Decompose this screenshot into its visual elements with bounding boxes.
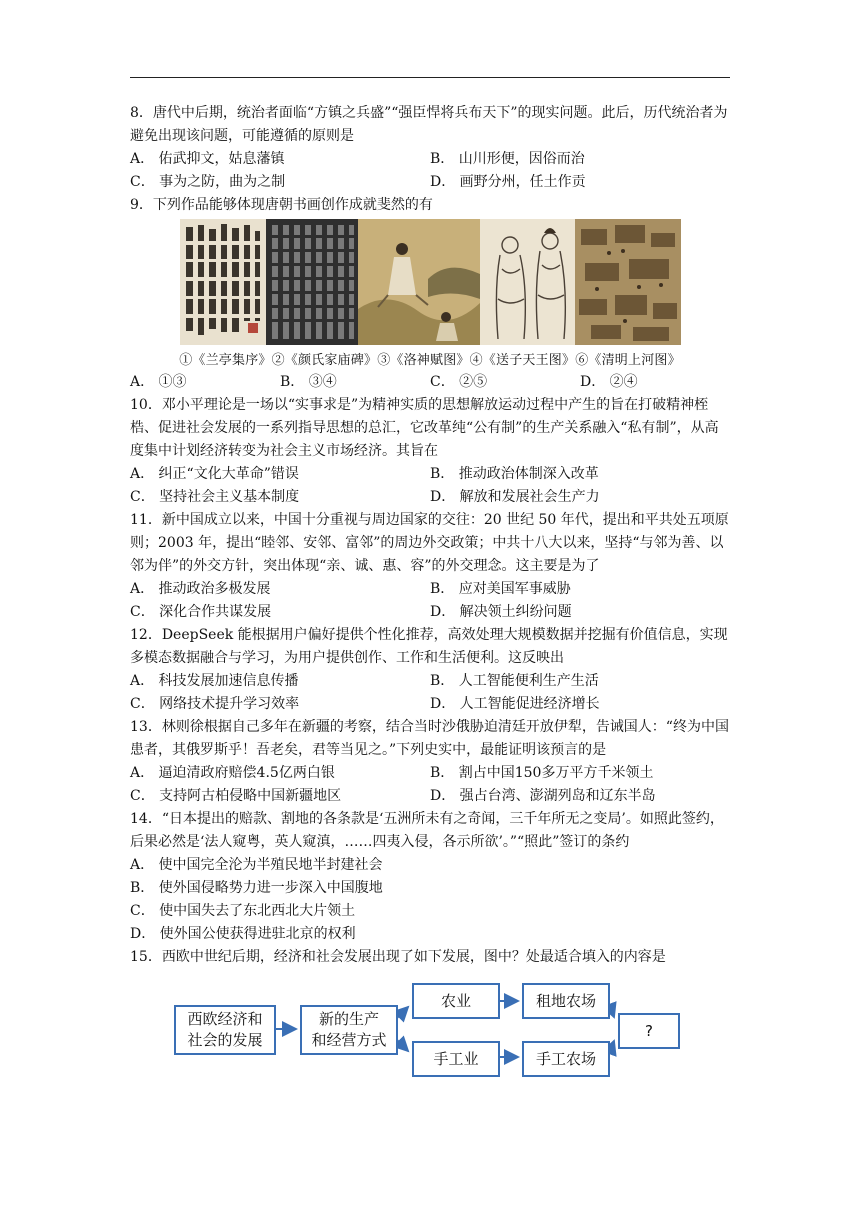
- q8-option-b[interactable]: B． 山川形便，因俗而治: [430, 151, 585, 167]
- q9-option-c[interactable]: C． ②⑤: [430, 374, 488, 390]
- flow-middle-box: [300, 1005, 398, 1055]
- q12-option-d[interactable]: D． 人工智能促进经济增长: [430, 696, 600, 712]
- q9-option-d[interactable]: D． ②④: [580, 374, 638, 390]
- question-12-stem: 12．DeepSeek 能根据用户偏好提供个性化推荐，高效处理大规模数据并挖掘有价值信息，实现多模态数据融合与学习，为用户提供创作、工作和生活便利。这反映出: [130, 627, 728, 666]
- q13-option-c[interactable]: C． 支持阿古柏侵略中国新疆地区: [130, 788, 342, 804]
- luoshen-fu-tu-image: [358, 219, 480, 345]
- q11-option-b[interactable]: B． 应对美国军事威胁: [430, 581, 571, 597]
- flow-rented-farm-box: 租地农场: [522, 983, 610, 1019]
- question-13-stem: 13．林则徐根据自己多年在新疆的考察，结合当时沙俄胁迫清廷开放伊犁，告诫国人：“终为中国患者，其俄罗斯乎！吾老矣，君等当见之。”下列史实中，最能证明该预言的是: [130, 719, 729, 758]
- q14-option-c[interactable]: C． 使中国失去了东北西北大片领土: [130, 903, 356, 919]
- question-11-options: [130, 578, 730, 624]
- q12-option-a[interactable]: A． 科技发展加速信息传播: [130, 673, 299, 689]
- artwork-caption: ①《兰亭集序》②《颜氏家庙碑》③《洛神赋图》④《送子天王图》⑥《清明上河图》: [179, 353, 681, 368]
- q10-option-d[interactable]: D． 解放和发展社会生产力: [430, 489, 600, 505]
- flow-question-box: ?: [618, 1013, 680, 1049]
- question-9-options: [130, 371, 730, 394]
- flow-start-box: [174, 1005, 276, 1055]
- q14-option-d[interactable]: D． 使外国公使获得进驻北京的权利: [130, 926, 356, 942]
- q13-option-a[interactable]: A． 逼迫清政府赔偿4.5亿两白银: [130, 765, 335, 781]
- question-8-stem: 8．唐代中后期，统治者面临“方镇之兵盛”“强臣悍将兵布天下”的现实问题。此后，历代统治者为避免出现该问题，可能遵循的原则是: [130, 105, 728, 144]
- question-8-options: [130, 148, 730, 194]
- q10-option-b[interactable]: B． 推动政治体制深入改革: [430, 466, 599, 482]
- q13-option-b[interactable]: B． 割占中国150多万平方千米领土: [430, 765, 654, 781]
- lanting-preface-image: [180, 219, 266, 345]
- question-9-stem: 9．下列作品能够体现唐朝书画创作成就斐然的有: [130, 197, 433, 213]
- qingming-shanghe-tu-image: [575, 219, 681, 345]
- question-10-stem: 10．邓小平理论是一场以“实事求是”为精神实质的思想解放运动过程中产生的旨在打破精神桎梏、促进社会发展的一系列指导思想的总汇，它改革纯“公有制”的生产关系融入“私有制”，从高度集中计划经济转变为社会主义市场经济。其旨在: [130, 397, 719, 459]
- q13-option-d[interactable]: D． 强占台湾、澎湖列岛和辽东半岛: [430, 788, 656, 804]
- flow-middle-line-1: 新的生产: [318, 1010, 379, 1028]
- flow-start-line-2: 社会的发展: [187, 1031, 263, 1049]
- flow-handicraft-box: 手工业: [412, 1041, 500, 1077]
- q14-option-a[interactable]: A． 使中国完全沦为半殖民地半封建社会: [130, 857, 383, 873]
- question-14-options: [130, 854, 730, 946]
- q12-option-c[interactable]: C． 网络技术提升学习效率: [130, 696, 300, 712]
- q9-option-b[interactable]: B． ③④: [280, 374, 337, 390]
- question-15-stem: 15．西欧中世纪后期，经济和社会发展出现了如下发展，图中？处最适合填入的内容是: [130, 949, 666, 965]
- flow-middle-line-2: 和经营方式: [311, 1031, 387, 1049]
- question-12-options: [130, 670, 730, 716]
- q11-option-a[interactable]: A． 推动政治多极发展: [130, 581, 271, 597]
- question-10-options: [130, 463, 730, 509]
- exam-page: [130, 102, 730, 1087]
- artwork-strip: [130, 219, 730, 345]
- question-13-options: [130, 762, 730, 808]
- q10-option-c[interactable]: C． 坚持社会主义基本制度: [130, 489, 300, 505]
- flow-start-line-1: 西欧经济和: [187, 1010, 263, 1028]
- q14-option-b[interactable]: B． 使外国侵略势力进一步深入中国腹地: [130, 880, 383, 896]
- q8-option-a[interactable]: A． 佑武抑文，姑息藩镇: [130, 151, 285, 167]
- q9-option-a[interactable]: A． ①③: [130, 374, 187, 390]
- flow-agriculture-box: 农业: [412, 983, 500, 1019]
- q10-option-a[interactable]: A． 纠正“文化大革命”错误: [130, 466, 299, 482]
- songzi-tianwang-tu-image: [480, 219, 575, 345]
- q11-option-d[interactable]: D． 解决领土纠纷问题: [430, 604, 572, 620]
- q8-option-c[interactable]: C． 事为之防，曲为之制: [130, 174, 286, 190]
- q11-option-c[interactable]: C． 深化合作共谋发展: [130, 604, 272, 620]
- flow-handicraft-farm-box: 手工农场: [522, 1041, 610, 1077]
- q8-option-d[interactable]: D． 画野分州，任土作贡: [430, 174, 586, 190]
- question-14-stem: 14．“日本提出的赔款、割地的各条款是‘五洲所未有之奇闻，三千年所无之变局’。如照此签约，后果必然是‘法人窥粤，英人窥滇，……四夷入侵，各示所欲’。”“照此”签订的条约: [130, 811, 724, 850]
- q12-option-b[interactable]: B． 人工智能便利生产生活: [430, 673, 599, 689]
- yan-family-stele-image: [266, 219, 358, 345]
- question-11-stem: 11．新中国成立以来，中国十分重视与周边国家的交往：20 世纪 50 年代，提出和平共处五项原则；2003 年，提出“睦邻、安邻、富邻”的周边外交政策；中共十八大以来，坚持“与邻为善、以邻为伴”的外交方针，突出体现“亲、诚、惠、容”的外交理念。这主要是为了: [130, 512, 729, 574]
- header-rule: [130, 77, 730, 78]
- development-flow-diagram: [130, 977, 730, 1087]
